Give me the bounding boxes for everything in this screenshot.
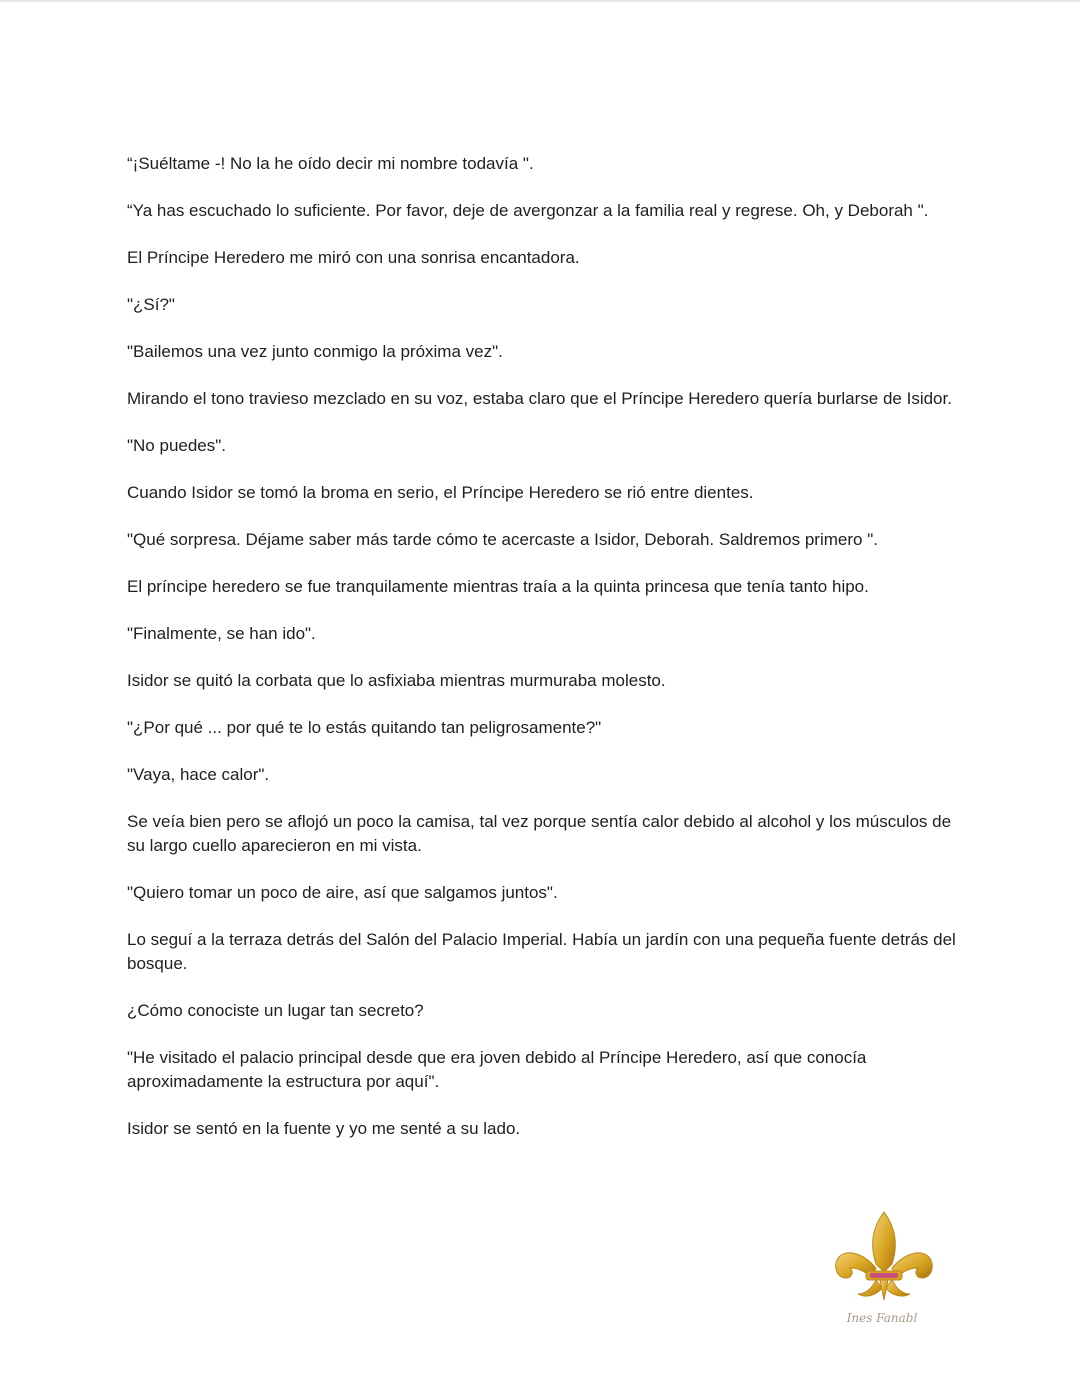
paragraph: Isidor se quitó la corbata que lo asfixiaba mientras murmuraba molesto. [127,671,666,690]
paragraph: El príncipe heredero se fue tranquilamente mientras traía a la quinta princesa que tenía tanto hipo. [127,577,869,596]
paragraph: "Vaya, hace calor". [127,765,270,784]
paragraph: Se veía bien pero se aflojó un poco la camisa, tal vez porque sentía calor debido al alcohol y los músculos de su largo cuello aparecieron en mi vista. [127,812,956,855]
watermark-signature: Ines Fanabl [846,1311,918,1325]
paragraph: "Bailemos una vez junto conmigo la próxima vez". [127,342,503,361]
paragraph: "No puedes". [127,436,227,455]
paragraph: Cuando Isidor se tomó la broma en serio, el Príncipe Heredero se rió entre dientes. [127,483,754,502]
paragraph: Isidor se sentó en la fuente y yo me senté a su lado. [127,1119,521,1138]
paragraph: "¿Por qué ... por qué te lo estás quitando tan peligrosamente?" [127,718,602,737]
page-top-edge [0,0,1080,2]
watermark-logo [832,1208,936,1333]
paragraph: "Finalmente, se han ido". [127,624,316,643]
paragraph: "He visitado el palacio principal desde que era joven debido al Príncipe Heredero, así que conocía aproximadamente la estructura por aquí". [127,1048,872,1091]
paragraph: “¡Suéltame -! No la he oído decir mi nombre todavía ". [127,154,534,173]
fleur-de-lis-icon [832,1208,936,1333]
paragraph: ¿Cómo conociste un lugar tan secreto? [127,1001,424,1020]
paragraph: "Quiero tomar un poco de aire, así que salgamos juntos". [127,883,558,902]
paragraph: Lo seguí a la terraza detrás del Salón del Palacio Imperial. Había un jardín con una pequeña fuente detrás del bosque. [127,930,961,973]
document-body [127,152,961,1164]
paragraph: Mirando el tono travieso mezclado en su voz, estaba claro que el Príncipe Heredero quería burlarse de Isidor. [127,389,952,408]
paragraph: "¿Sí?" [127,295,175,314]
paragraph: “Ya has escuchado lo suficiente. Por favor, deje de avergonzar a la familia real y regrese. Oh, y Deborah ". [127,201,929,220]
paragraph: "Qué sorpresa. Déjame saber más tarde cómo te acercaste a Isidor, Deborah. Saldremos primero ". [127,530,878,549]
paragraph: El Príncipe Heredero me miró con una sonrisa encantadora. [127,248,580,267]
